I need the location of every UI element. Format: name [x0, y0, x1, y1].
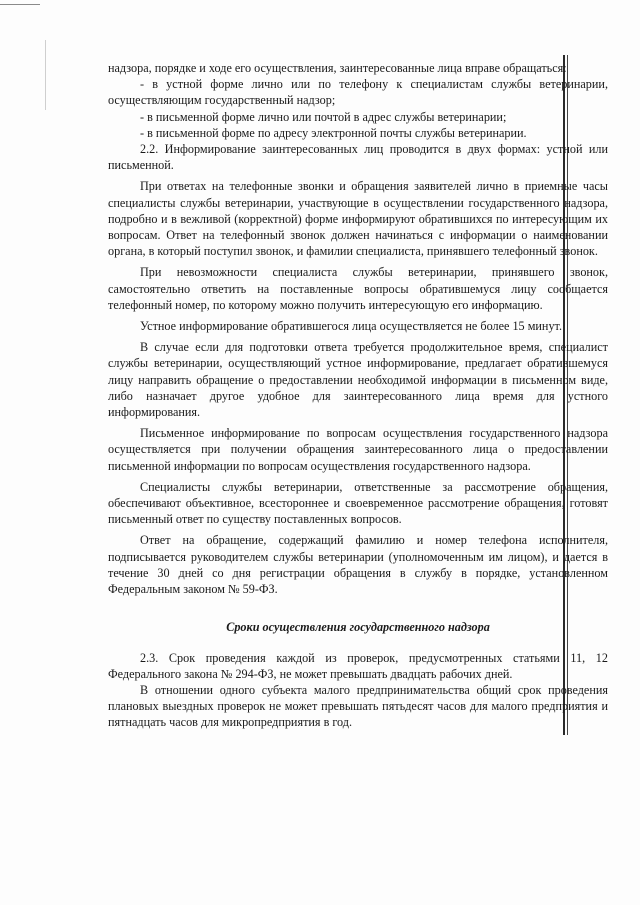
list-item: - в устной форме лично или по телефону к специалистам службы ветеринарии, осуществляющим государственный надзор;: [108, 77, 608, 108]
paragraph: Специалисты службы ветеринарии, ответственные за рассмотрение обращения, обеспечивают объективное, всестороннее и своевременное рассмотрение обращения, готовят письменный ответ по существу поставленных вопросов.: [108, 479, 608, 527]
paragraph: Устное информирование обратившегося лица осуществляется не более 15 минут.: [140, 319, 563, 334]
document-body: [108, 60, 608, 731]
scan-artifact-top: [0, 4, 40, 5]
list-item: - в письменной форме лично или почтой в адрес службы ветеринарии;: [140, 109, 507, 124]
paragraph: 2.2. Информирование заинтересованных лиц проводится в двух формах: устной или письменной.: [108, 142, 608, 173]
paragraph: В случае если для подготовки ответа требуется продолжительное время, специалист службы ветеринарии, осуществляющий устное информирование, предлагает обратившемуся лицу направить обращение о предоставлении необходимой информации в письменном виде, либо назначает другое удобное для заинтересованного лица время для устного информирования.: [108, 340, 608, 420]
paragraph: Письменное информирование по вопросам осуществления государственного надзора осуществляется при получении обращения заинтересованного лица о предоставлении письменной информации по вопросам осуществления государственного надзора.: [108, 426, 608, 473]
section-heading: Сроки осуществления государственного надзора: [226, 620, 490, 635]
paragraph: 2.3. Срок проведения каждой из проверок, предусмотренных статьями 11, 12 Федерального закона № 294-ФЗ, не может превышать двадцать рабочих дней.: [108, 650, 608, 681]
scan-artifact-left: [45, 40, 46, 110]
paragraph: надзора, порядке и ходе его осуществления, заинтересованные лица вправе обращаться:: [108, 61, 567, 75]
paragraph: При невозможности специалиста службы ветеринарии, принявшего звонок, самостоятельно ответить на поставленные вопросы обратившемуся лицу сообщается телефонный номер, по которому можно получить интересующую его информацию.: [108, 265, 608, 312]
list-item: - в письменной форме по адресу электронной почты службы ветеринарии.: [140, 125, 527, 140]
paragraph: При ответах на телефонные звонки и обращения заявителей лично в приемные часы специалисты службы ветеринарии, участвующие в осуществлении государственного надзора, подробно и в вежливой (корректной) форме информируют обратившихся по интересующим их вопросам. Ответ на телефонный звонок должен начинаться с информации о наименовании органа, в который поступил звонок, и фамилии специалиста, принявшего телефонный звонок.: [108, 179, 608, 259]
paragraph: Ответ на обращение, содержащий фамилию и номер телефона исполнителя, подписывается руководителем службы ветеринарии (уполномоченным им лицом), и дается в течение 30 дней со дня регистрации обращения в службу в порядке, установленном Федеральным законом № 59-ФЗ.: [108, 533, 608, 597]
paragraph: В отношении одного субъекта малого предпринимательства общий срок проведения плановых выездных проверок не может превышать пятьдесят часов для малого предприятия и пятнадцать часов для микропредприятия в год.: [108, 682, 608, 730]
